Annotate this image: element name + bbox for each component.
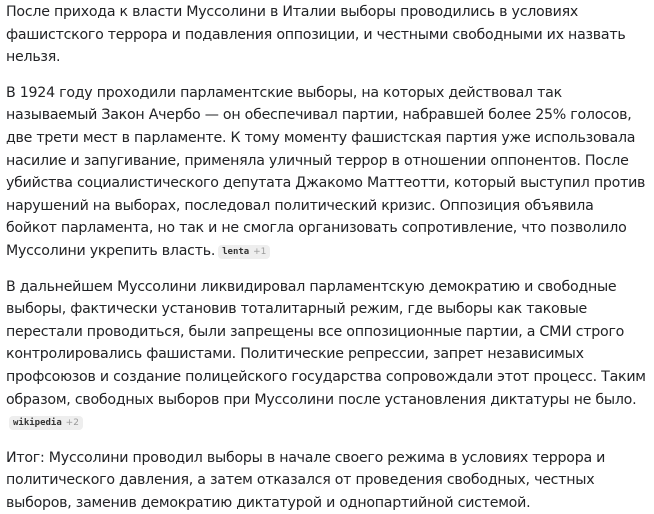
- paragraph-text: В 1924 году проходили парламентские выборы, на которых действовал так называемый Закон Ачербо — он обеспечивал партии, набравшей более 25% голосов, две трети мест в парламенте. К тому моменту фашистская партия уже использовала насилие и запугивание, применяла уличный террор в отношении оппонентов. После убийства социалистического депутата Джакомо Маттеотти, который выступил против нарушений на выборах, последовал политический кризис. Оппозиция объявила бойкот парламента, но так и не смогла организовать сопротивление, что позволило Муссолини укрепить власть.: [6, 84, 646, 259]
- citation-source: lenta: [222, 246, 250, 257]
- paragraph-dictatorship: [6, 276, 646, 434]
- citation-count: +2: [65, 418, 79, 429]
- citation-source: wikipedia: [13, 418, 62, 429]
- paragraph-text: После прихода к власти Муссолини в Италии выборы проводились в условиях фашистского террора и подавления оппозиции, и честными свободными их назвать нельзя.: [6, 4, 626, 66]
- paragraph-intro: [6, 0, 646, 69]
- citation-lenta-chip[interactable]: [218, 245, 270, 259]
- paragraph-text: В дальнейшем Муссолини ликвидировал парламентскую демократию и свободные выборы, фактически установив тоталитарный режим, где выборы как таковые перестали проводиться, были запрещены все оппозиционные партии, а СМИ строго контролировались фашистами. Политические репрессии, запрет независимых профсоюзов и создание полицейского государства сопровождали этот процесс. Таким образом, свободных выборов при Муссолини после установления диктатуры не было.: [6, 278, 646, 408]
- paragraph-1924-elections: [6, 82, 646, 263]
- paragraph-summary: [6, 447, 646, 514]
- citation-wikipedia-chip[interactable]: [9, 416, 83, 430]
- citation-count: +1: [253, 246, 267, 257]
- paragraph-text: Итог: Муссолини проводил выборы в начале своего режима в условиях террора и политического давления, а затем отказался от проведения свободных, честных выборов, заменив демократию диктатурой и однопартийной системой.: [6, 449, 606, 511]
